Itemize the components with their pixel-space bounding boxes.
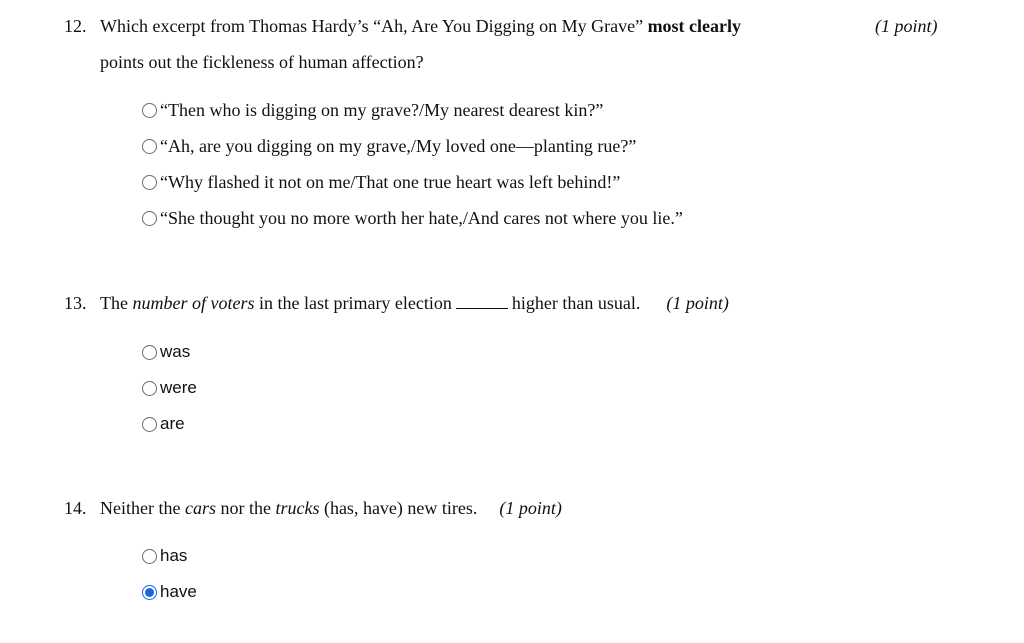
option-label: “Ah, are you digging on my grave,/My loved one—planting rue?” (160, 135, 637, 156)
points-label: (1 point) (499, 498, 562, 518)
option-label: have (160, 582, 197, 601)
option-label: “Then who is digging on my grave?/My nearest dearest kin?” (160, 99, 604, 120)
answer-option[interactable] (142, 581, 197, 603)
points-label: (1 point) (875, 16, 938, 36)
answer-option[interactable] (142, 99, 603, 121)
option-label: were (160, 378, 197, 397)
points-label: (1 point) (666, 293, 729, 313)
emphasis-most-clearly: most clearly (647, 16, 742, 36)
answer-option[interactable] (142, 413, 185, 435)
option-label: are (160, 414, 185, 433)
answer-option[interactable] (142, 135, 636, 157)
question-number: 13. (64, 293, 87, 313)
answer-option[interactable] (142, 341, 190, 363)
question-number: 12. (64, 16, 87, 36)
question-stem-line2: points out the fickleness of human affection? (100, 52, 424, 72)
radio-button-icon[interactable] (142, 417, 157, 432)
radio-button-icon[interactable] (142, 175, 157, 190)
answer-option[interactable] (142, 545, 187, 567)
radio-button-icon[interactable] (142, 139, 157, 154)
radio-button-icon[interactable] (142, 211, 157, 226)
option-label: “She thought you no more worth her hate,/And cares not where you lie.” (160, 207, 683, 228)
question-stem: Neither the cars nor the trucks (has, have) new tires. (1 point) (100, 498, 562, 518)
question-stem-line1: Which excerpt from Thomas Hardy’s “Ah, Are You Digging on My Grave” most clearly (100, 16, 742, 36)
answer-option[interactable] (142, 377, 197, 399)
radio-button-icon[interactable] (142, 381, 157, 396)
option-label: “Why flashed it not on me/That one true heart was left behind!” (160, 171, 621, 192)
answer-option[interactable] (142, 171, 620, 193)
answer-blank (456, 307, 508, 309)
emphasis-cars: cars (184, 498, 216, 518)
radio-button-icon[interactable] (142, 549, 157, 564)
radio-button-icon[interactable] (142, 103, 157, 118)
emphasis-number-of-voters: number of voters (132, 293, 255, 313)
answer-option[interactable] (142, 207, 683, 229)
question-stem: The number of voters in the last primary election higher than usual. (1 point) (100, 293, 729, 313)
option-label: has (160, 546, 188, 565)
question-number: 14. (64, 498, 87, 518)
option-label: was (160, 342, 191, 361)
radio-button-checked-icon[interactable] (142, 585, 157, 600)
emphasis-trucks: trucks (275, 498, 320, 518)
radio-button-icon[interactable] (142, 345, 157, 360)
